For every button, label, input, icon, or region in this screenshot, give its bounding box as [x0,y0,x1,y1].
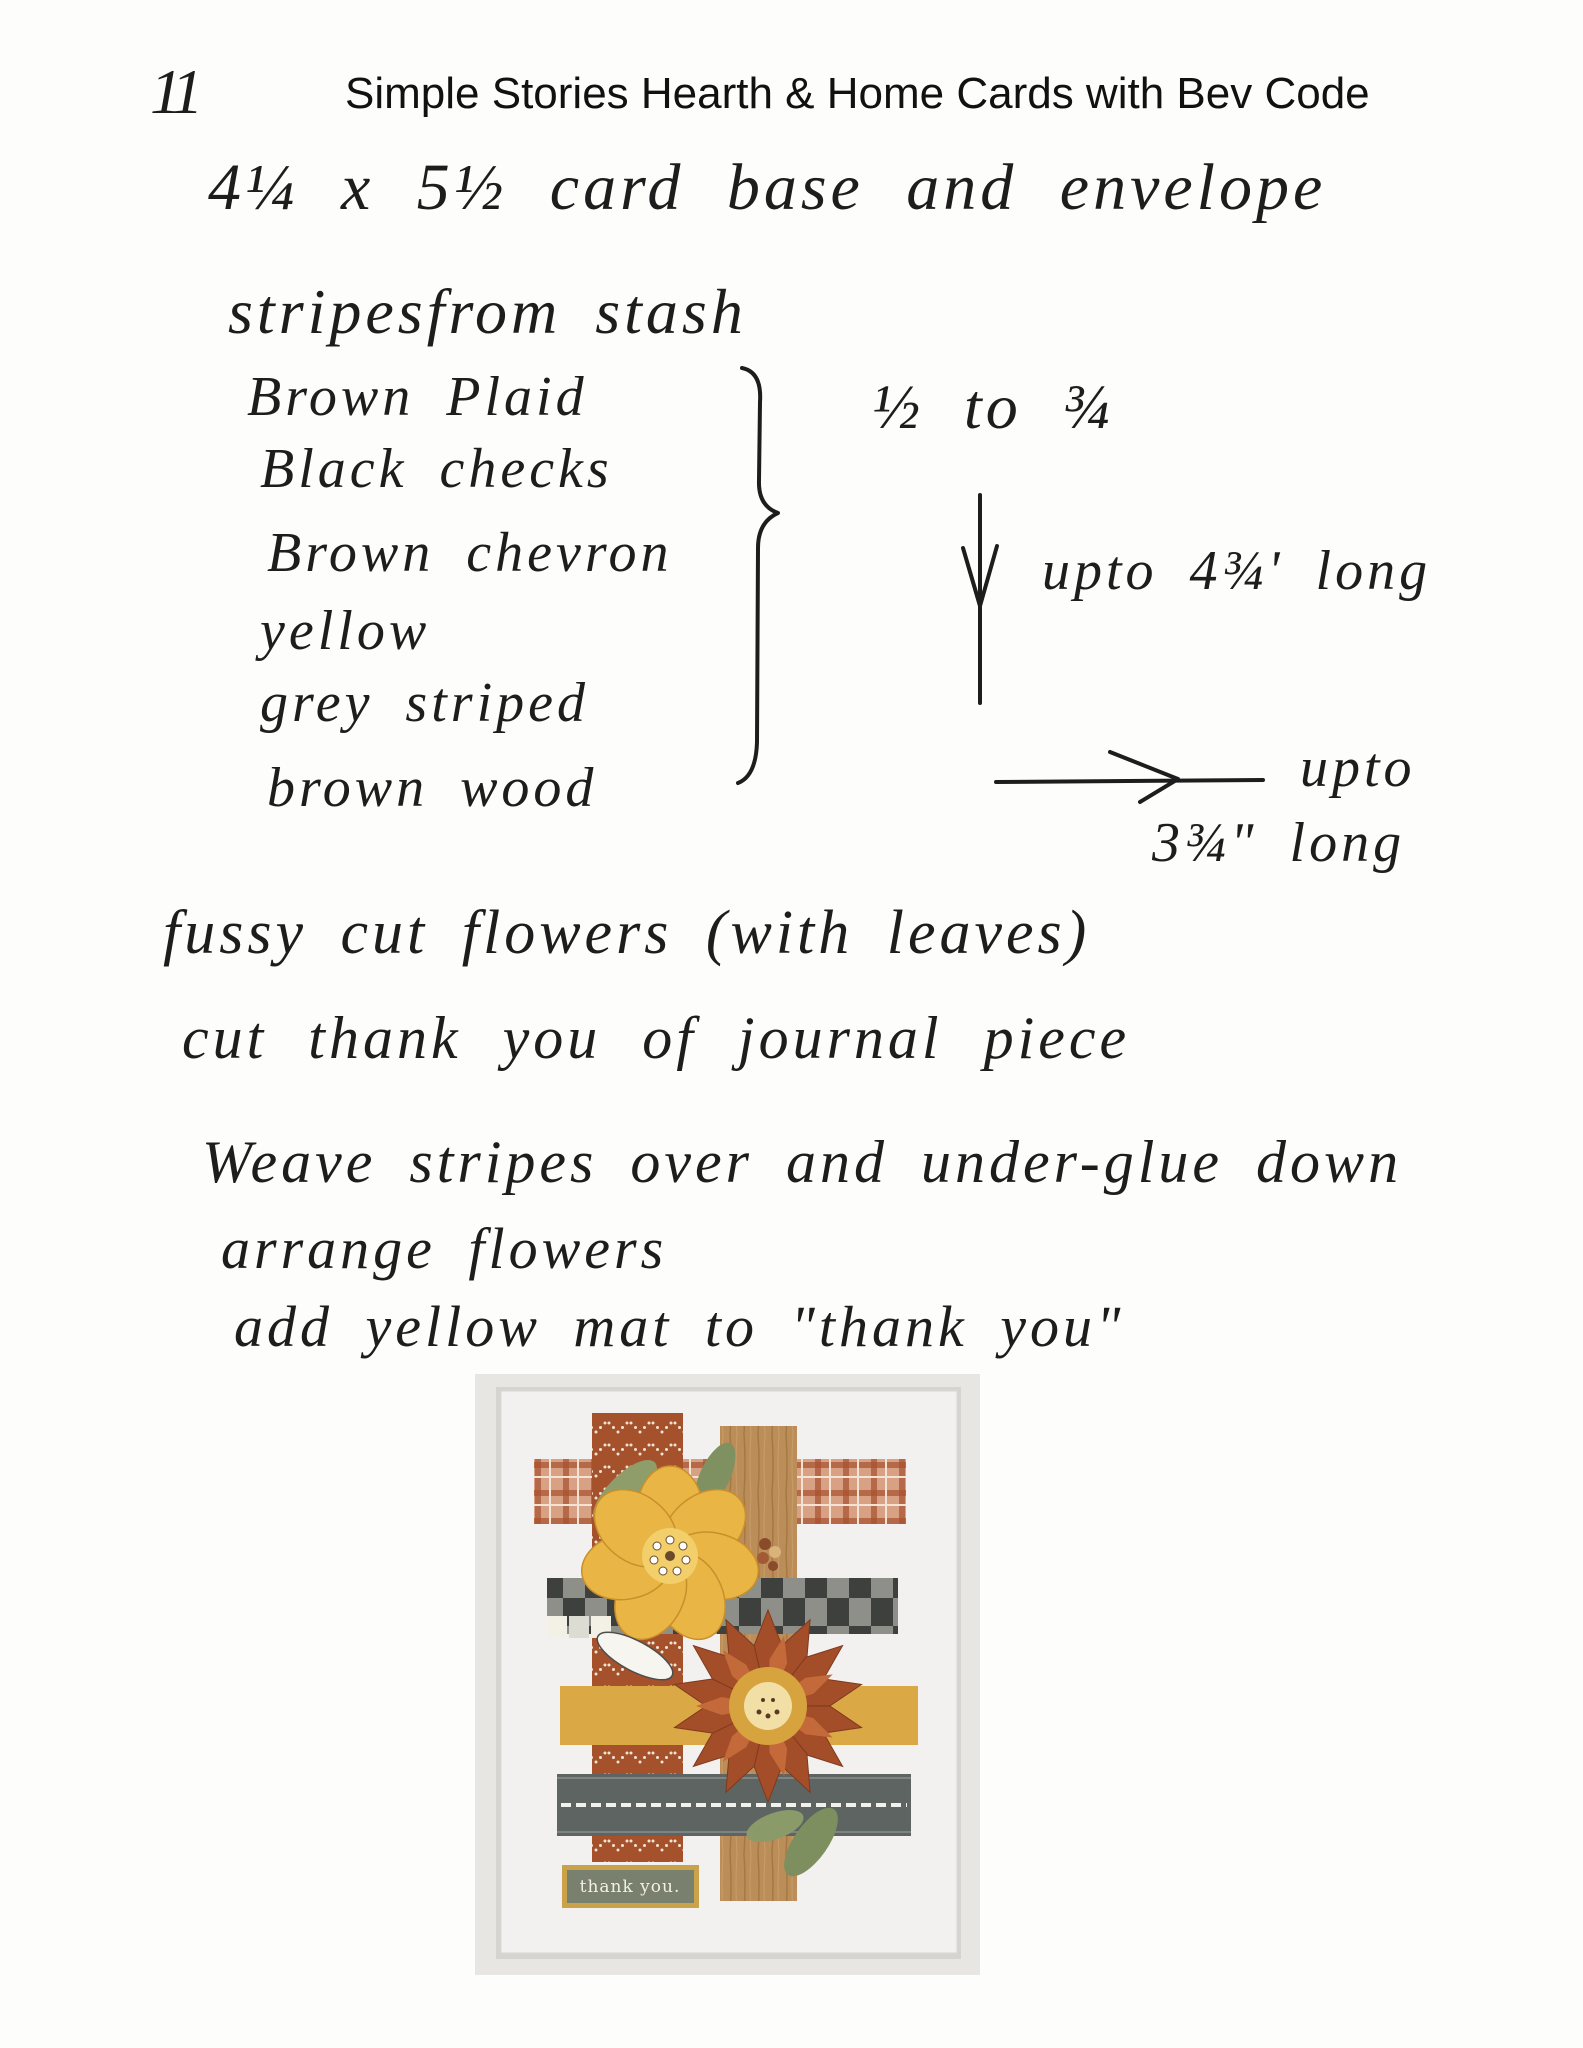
step-add-mat: add yellow mat to "thank you" [234,1294,1125,1359]
thank-you-label-text: thank you. [579,1877,681,1897]
step-fussy-cut: fussy cut flowers (with leaves) [163,899,1091,967]
page-number: 11 [150,56,198,127]
vertical-length-note: upto 4¾' long [1042,540,1432,602]
width-range-note: ½ to ¾ [872,371,1114,442]
stripe-item: Brown Plaid [247,366,588,428]
card-illustration [475,1374,980,1975]
step-weave: Weave stripes over and under-glue down [202,1129,1403,1195]
right-arrow-icon [996,752,1263,802]
stripe-item: grey striped [260,672,589,734]
down-arrow-icon [963,495,997,703]
curly-brace-icon [738,368,778,783]
card-photo [475,1374,980,1975]
horizontal-length-note-line1: upto [1300,737,1416,799]
card-size-note: 4¼ x 5½ card base and envelope [208,151,1327,224]
step-cut-thank-you: cut thank you of journal piece [182,1005,1131,1071]
horizontal-length-note-line2: 3¾" long [1152,812,1406,874]
stripe-item: Black checks [260,438,613,500]
step-arrange: arrange flowers [221,1216,668,1281]
stripes-heading: stripesfrom stash [228,276,747,347]
stripe-item: Brown chevron [267,522,673,584]
page-title: Simple Stories Hearth & Home Cards with Bev Code [345,69,1370,118]
stripe-item: brown wood [267,757,598,819]
thank-you-label [562,1865,699,1908]
stripe-item: yellow [260,600,431,662]
